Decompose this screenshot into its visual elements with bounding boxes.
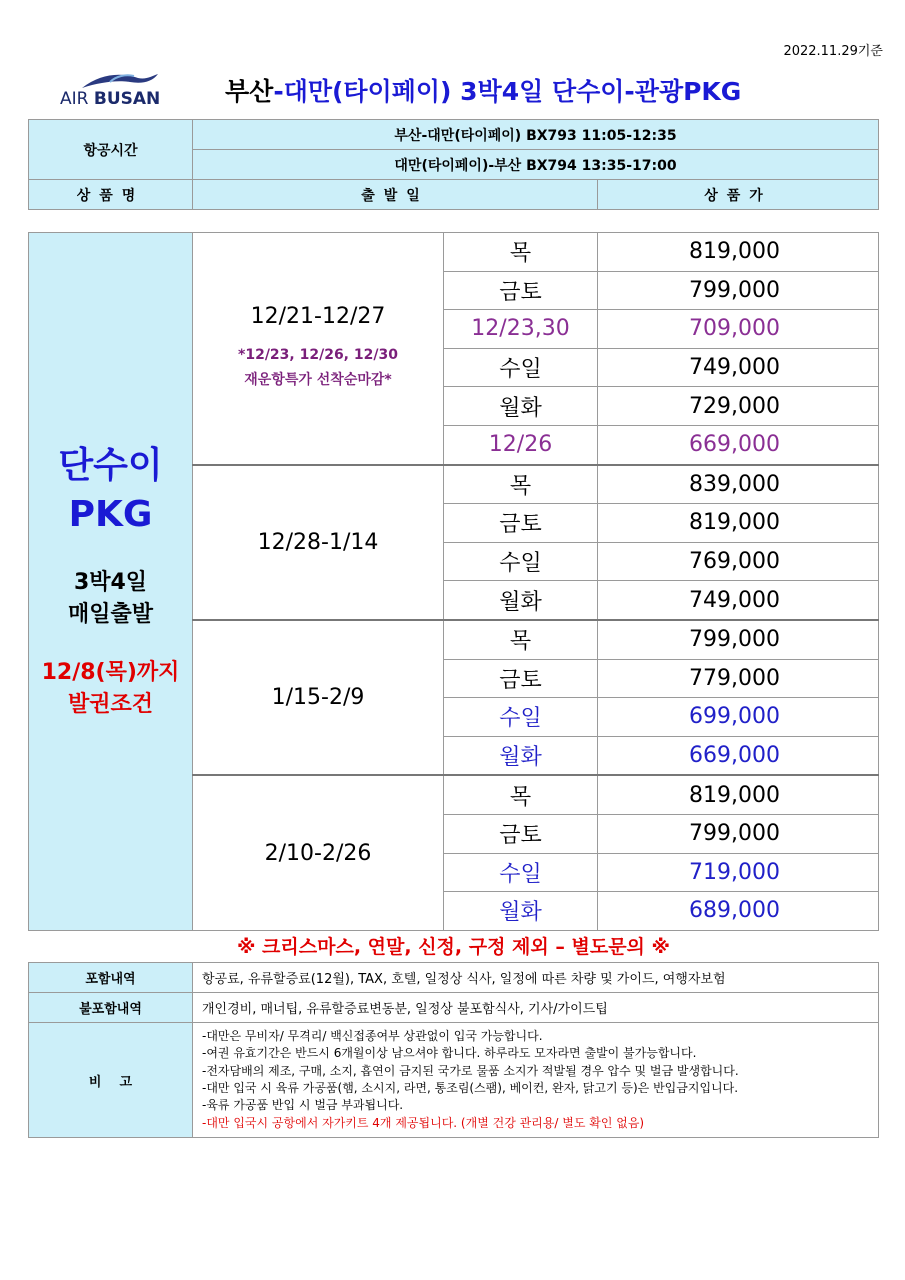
day-cell: 월화 <box>444 892 598 931</box>
flight-outbound: 부산-대만(타이페이) BX793 11:05-12:35 <box>193 120 879 150</box>
day-cell: 금토 <box>444 271 598 310</box>
as-of-date: 2022.11.29기준 <box>783 44 883 59</box>
price-cell: 719,000 <box>598 853 879 892</box>
period-cell <box>193 233 444 465</box>
excluded-label: 불포함내역 <box>29 993 193 1023</box>
remarks-value <box>193 1023 879 1138</box>
day-cell: 금토 <box>444 659 598 698</box>
price-cell: 819,000 <box>598 233 879 272</box>
day-cell: 수일 <box>444 698 598 737</box>
logo-busan: BUSAN <box>93 89 161 109</box>
price-cell: 749,000 <box>598 581 879 620</box>
period-cell <box>193 620 444 775</box>
remark-line: -대만은 무비자/ 무격리/ 백신접종여부 상관없이 입국 가능합니다. <box>202 1028 543 1043</box>
remarks-label-text: 비 고 <box>88 1074 133 1090</box>
day-cell: 월화 <box>444 581 598 620</box>
title-part-e: 관광PKG <box>634 77 742 106</box>
remark-line: -전자담배의 제조, 구매, 소지, 흡연이 금지된 국가로 물품 소지가 적발될 경우 압수 및 벌금 발생합니다. <box>202 1063 739 1078</box>
page-title <box>225 72 741 108</box>
title-part-b: - <box>273 77 284 106</box>
price-cell: 799,000 <box>598 620 879 659</box>
price-table <box>28 232 879 931</box>
price-cell: 669,000 <box>598 736 879 775</box>
ticketing-deadline: 12/8(목)까지 <box>41 659 180 685</box>
excluded-value: 개인경비, 매너팁, 유류할증료변동분, 일정상 불포함식사, 기사/가이드팁 <box>193 993 879 1023</box>
flight-inbound: 대만(타이페이)-부산 BX794 13:35-17:00 <box>193 150 879 180</box>
day-cell: 금토 <box>444 504 598 543</box>
title-part-c: 대만(타이페이) 3박4일 단수이 <box>283 77 625 106</box>
header-price <box>598 180 879 210</box>
period-cell <box>193 775 444 930</box>
flight-header-table <box>28 119 879 210</box>
price-cell: 799,000 <box>598 271 879 310</box>
price-cell: 669,000 <box>598 425 879 464</box>
logo-text <box>60 89 160 109</box>
price-cell: 729,000 <box>598 387 879 426</box>
product-title-line1: 단수이 <box>58 444 163 486</box>
logo-air: AIR <box>60 89 89 109</box>
title-part-a: 부산 <box>225 77 274 106</box>
price-cell: 749,000 <box>598 348 879 387</box>
price-cell: 779,000 <box>598 659 879 698</box>
day-cell: 금토 <box>444 814 598 853</box>
period-range: 1/15-2/9 <box>271 685 365 711</box>
day-cell: 월화 <box>444 387 598 426</box>
period-range: 2/10-2/26 <box>264 840 372 866</box>
header-product <box>29 180 193 210</box>
holiday-notice: ※ 크리스마스, 연말, 신정, 구정 제외 – 별도문의 ※ <box>236 936 671 958</box>
price-cell: 689,000 <box>598 892 879 931</box>
day-cell: 수일 <box>444 853 598 892</box>
included-value: 항공료, 유류할증료(12월), TAX, 호텔, 일정상 식사, 일정에 따른 차량 및 가이드, 여행자보험 <box>193 963 879 993</box>
day-cell: 12/23,30 <box>444 310 598 349</box>
price-row <box>29 233 879 272</box>
day-cell: 수일 <box>444 348 598 387</box>
price-cell: 799,000 <box>598 814 879 853</box>
price-cell: 819,000 <box>598 504 879 543</box>
header-departure-text: 출발일 <box>361 187 429 204</box>
price-cell: 819,000 <box>598 775 879 814</box>
included-label: 포함내역 <box>29 963 193 993</box>
remark-line: -여권 유효기간은 반드시 6개월이상 남으셔야 합니다. 하루라도 모자라면 출발이 불가능합니다. <box>202 1046 697 1061</box>
product-title-line2: PKG <box>68 493 153 535</box>
remark-line: -육류 가공품 반입 시 벌금 부과됩니다. <box>202 1098 404 1113</box>
day-cell: 목 <box>444 620 598 659</box>
ticketing-condition: 발권조건 <box>67 691 153 717</box>
day-cell: 목 <box>444 465 598 504</box>
day-cell: 목 <box>444 233 598 272</box>
period-range: 12/28-1/14 <box>257 529 379 555</box>
period-cell <box>193 465 444 620</box>
period-note-text: 재운항특가 선착순마감* <box>244 371 392 388</box>
period-range: 12/21-12/27 <box>250 303 386 329</box>
remarks-label <box>29 1023 193 1138</box>
flight-time-label: 항공시간 <box>29 120 193 180</box>
price-cell: 709,000 <box>598 310 879 349</box>
header-departure <box>193 180 598 210</box>
info-table <box>28 962 879 1138</box>
remark-line: -대만 입국 시 육류 가공품(햄, 소시지, 라면, 통조림(스팸), 베이컨, 완자, 닭고기 등)은 반입금지입니다. <box>202 1081 739 1095</box>
day-cell: 수일 <box>444 542 598 581</box>
price-cell: 839,000 <box>598 465 879 504</box>
day-cell: 월화 <box>444 736 598 775</box>
product-name-cell <box>29 233 193 931</box>
header-price-text: 상품가 <box>704 187 772 204</box>
product-daily-departure: 매일출발 <box>67 602 153 628</box>
day-cell: 12/26 <box>444 425 598 464</box>
price-cell: 769,000 <box>598 542 879 581</box>
title-part-d: - <box>624 77 635 106</box>
header-product-text: 상품명 <box>76 187 145 204</box>
price-cell: 699,000 <box>598 698 879 737</box>
day-cell: 목 <box>444 775 598 814</box>
product-duration: 3박4일 <box>73 570 148 596</box>
air-busan-logo <box>60 70 170 110</box>
period-note-dates: *12/23, 12/26, 12/30 <box>238 346 398 363</box>
remark-line-red: -대만 입국시 공항에서 자가키트 4개 제공됩니다. (개별 건강 관리용/ 별도 확인 없음) <box>202 1115 645 1130</box>
